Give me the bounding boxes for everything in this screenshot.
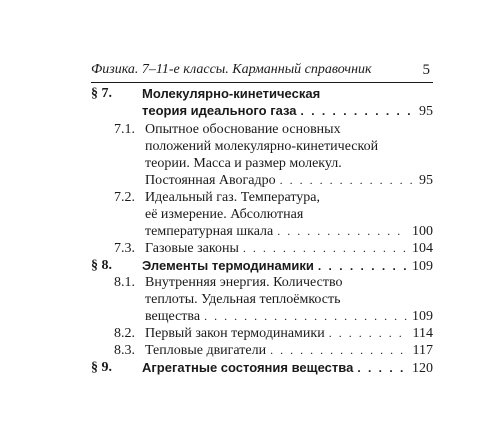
- toc-subsection: [91, 342, 433, 359]
- toc-entry-title: [142, 359, 433, 376]
- toc-entry-number: 8.3.: [114, 343, 135, 358]
- toc-subsection: [91, 325, 433, 342]
- toc-page-number: 104: [412, 241, 433, 256]
- toc-title-text: Первый закон термодинамики: [145, 326, 325, 341]
- toc-entry-number: § 8.: [91, 258, 112, 273]
- toc-entry-number: 7.2.: [114, 190, 135, 205]
- toc-title-final-line: [142, 102, 433, 119]
- toc-title-final-line: [145, 172, 433, 189]
- toc-page-number: 95: [419, 173, 433, 188]
- toc-title-line: Молекулярно-кинетическая: [142, 86, 321, 101]
- dot-leader: [204, 308, 408, 325]
- toc-entry-title: [145, 189, 433, 240]
- toc-title-text: Агрегатные состояния вещества: [142, 360, 354, 375]
- toc-page-number: 109: [412, 259, 433, 274]
- toc-subsection: [91, 240, 433, 257]
- toc-entry-number: § 7.: [91, 86, 112, 101]
- toc-title-text: теория идеального газа: [142, 103, 297, 118]
- dot-leader: [277, 223, 408, 240]
- header-rule: [91, 82, 433, 83]
- toc-title-line: теории. Масса и размер молекул.: [145, 156, 342, 171]
- toc-title-line: Внутренняя энергия. Количество: [145, 275, 343, 290]
- toc-title-line: Идеальный газ. Температура,: [145, 190, 320, 205]
- toc-title-final-line: [145, 342, 433, 359]
- toc-entry-title: [145, 325, 433, 342]
- dot-leader: [243, 240, 408, 257]
- toc-title-final-line: [145, 325, 433, 342]
- toc-section: [91, 359, 433, 376]
- toc-entry-title: [142, 85, 433, 119]
- toc-subsection: [91, 121, 433, 189]
- toc-entry-title: [142, 257, 433, 274]
- dot-leader: [301, 103, 415, 119]
- toc-entry-number: § 9.: [91, 360, 112, 375]
- table-of-contents: [91, 85, 433, 376]
- toc-page-number: 114: [412, 326, 433, 341]
- toc-title-final-line: [145, 240, 433, 257]
- toc-title-final-line: [145, 223, 433, 240]
- toc-title-line: Опытное обоснование основных: [145, 122, 341, 137]
- toc-page-number: 95: [419, 104, 433, 119]
- toc-entry-number: 8.1.: [114, 275, 135, 290]
- toc-entry-title: [145, 121, 433, 189]
- toc-title-text: Тепловые двигатели: [145, 343, 267, 358]
- toc-entry-number: 7.1.: [114, 122, 135, 137]
- toc-entry-title: [145, 274, 433, 325]
- toc-title-text: Газовые законы: [145, 241, 239, 256]
- toc-title-line: положений молекулярно-кинетической: [145, 139, 379, 154]
- toc-entry-number: 7.3.: [114, 241, 135, 256]
- dot-leader: [357, 360, 408, 376]
- toc-entry-title: [145, 240, 433, 257]
- toc-subsection: [91, 189, 433, 240]
- toc-title-text: Элементы термодинамики: [142, 258, 314, 273]
- page-number: 5: [422, 62, 430, 78]
- toc-title-text: Постоянная Авогадро: [145, 173, 276, 188]
- dot-leader: [280, 172, 415, 189]
- toc-page-number: 100: [412, 224, 433, 239]
- toc-title-text: вещества: [145, 309, 201, 324]
- toc-page-number: 109: [412, 309, 433, 324]
- toc-title-line: её измерение. Абсолютная: [145, 207, 304, 222]
- dot-leader: [329, 325, 409, 342]
- running-header: [91, 61, 433, 79]
- toc-page-number: 120: [412, 361, 433, 376]
- toc-title-final-line: [142, 359, 433, 376]
- toc-subsection: [91, 274, 433, 325]
- toc-entry-number: 8.2.: [114, 326, 135, 341]
- toc-entry-title: [145, 342, 433, 359]
- toc-title-text: температурная шкала: [145, 224, 274, 239]
- toc-title-line: теплоты. Удельная теплоёмкость: [145, 292, 341, 307]
- toc-section: [91, 85, 433, 119]
- toc-section: [91, 257, 433, 274]
- toc-page-number: 117: [412, 343, 433, 358]
- dot-leader: [318, 258, 408, 274]
- dot-leader: [270, 342, 408, 359]
- toc-title-final-line: [145, 308, 433, 325]
- running-title: Физика. 7–11-е классы. Карманный справочник: [91, 62, 372, 77]
- toc-title-final-line: [142, 257, 433, 274]
